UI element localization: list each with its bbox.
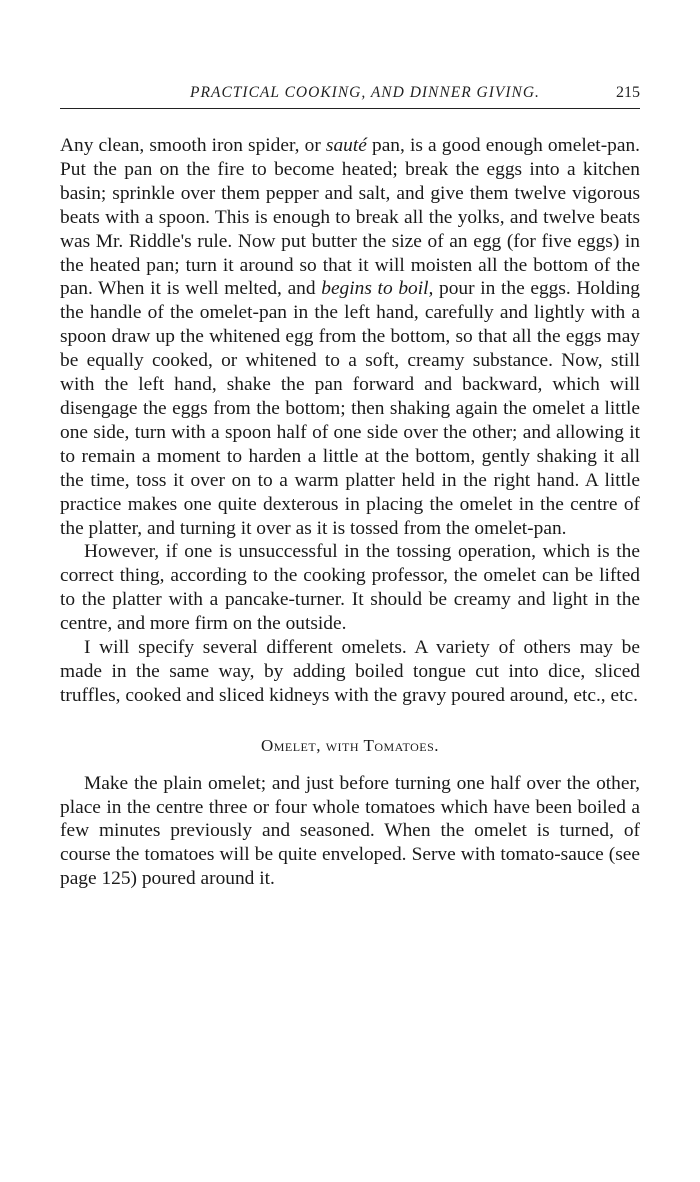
page-body xyxy=(60,134,640,891)
italic-term: sauté xyxy=(325,135,367,156)
page-number: 215 xyxy=(616,84,640,101)
italic-term: begins to boil, xyxy=(321,278,434,300)
running-head xyxy=(60,84,640,109)
paragraph-text: pour in the eggs. Holding the handle of the omelet-pan in the left hand, carefully and lightly with a spoon draw up the whitened egg from the bottom, so that all the eggs may be equally cooked, or whitened to a soft, creamy substance. Now, still with the left hand, shake the pan forward and backward, which will disengage the eggs from the bottom; then shaking again the omelet a little one side, turn with a spoon half of one side over the other; and allowing it to remain a moment to harden a little at the bottom, gently shaking it all the time, toss it over on to a warm platter held in the right hand. A little practice makes one quite dexterous in placing the omelet in the centre of the platter, and turning it over as it is tossed from the omelet-pan. xyxy=(60,278,640,539)
paragraph-tossing: However, if one is unsuccessful in the tossing operation, which is the correct thing, according to the cooking professor, the omelet can be lifted to the platter with a pancake-turner. It should be creamy and light in the centre, and more firm on the outside. xyxy=(60,541,640,635)
section-heading: Omelet, with Tomatoes. xyxy=(260,735,440,755)
paragraph-text: pan, is a good enough omelet-pan. Put the pan on the fire to become heated; break the eggs into a kitchen basin; sprinkle over them pepper and salt, and give them twelve vigorous beats with a spoon. This is enough to break all the yolks, and twelve beats was Mr. Riddle's rule. Now put butter the size of an egg (for five eggs) in the heated pan; turn it around so that it will moisten all the bottom of the pan. When it is well melted, and xyxy=(60,135,640,300)
running-title: PRACTICAL COOKING, AND DINNER GIVING. xyxy=(190,84,540,101)
paragraph-variations: I will specify several different omelets. A variety of others may be made in the same way, by adding boiled tongue cut into dice, sliced truffles, cooked and sliced kidneys with the gravy poured around, etc., etc. xyxy=(60,637,640,706)
paragraph-text: Any clean, smooth iron spider, or xyxy=(60,135,326,156)
paragraph-omelet-method xyxy=(60,134,640,540)
paragraph-tomato-omelet: Make the plain omelet; and just before turning one half over the other, place in the centre three or four whole tomatoes which have been boiled a few minutes previously and seasoned. When the omelet is turned, of course the tomatoes will be quite enveloped. Serve with tomato-sauce (see page 125) poured around it. xyxy=(60,772,640,890)
